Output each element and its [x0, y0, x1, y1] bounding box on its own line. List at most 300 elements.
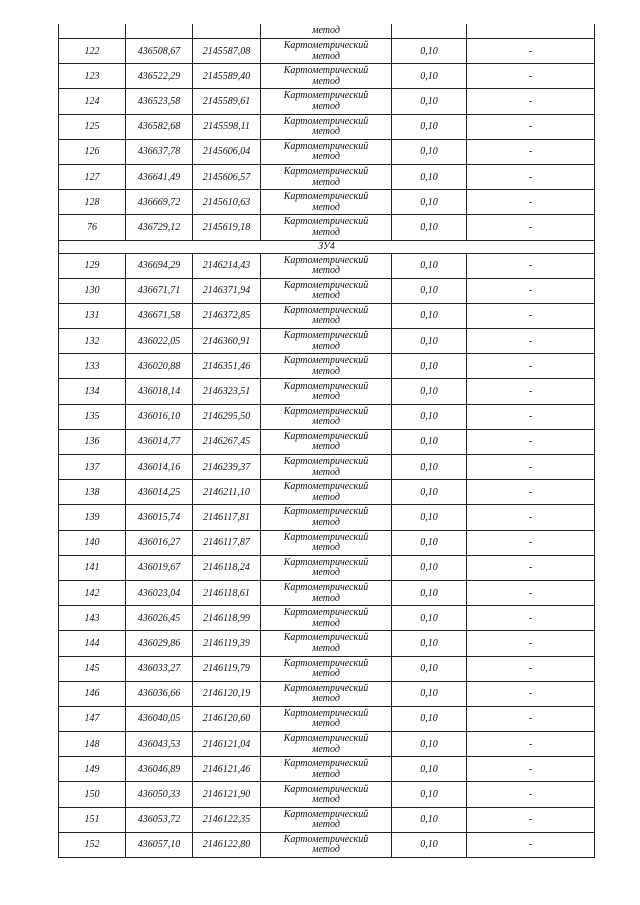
method-line2: метод: [312, 567, 340, 579]
method-line2: метод: [312, 466, 340, 478]
cell-description: -: [467, 732, 595, 757]
cell-point-number: 138: [59, 480, 126, 505]
method-line2: метод: [312, 668, 340, 680]
method-line1: Картометрический: [283, 481, 369, 493]
cell-y: 2146118,61: [193, 580, 261, 605]
table-row: [59, 505, 595, 530]
cell-description: -: [467, 530, 595, 555]
cell-method: [261, 832, 392, 857]
table-row: [59, 782, 595, 807]
method-line2: метод: [312, 693, 340, 705]
cell-accuracy: 0,10: [392, 114, 467, 139]
cell-point-number: 152: [59, 832, 126, 857]
cell-method: [261, 253, 392, 278]
cell-x: 436057,10: [126, 832, 193, 857]
cell-point-number: 143: [59, 606, 126, 631]
cell-accuracy: [392, 24, 467, 39]
method-line1: Картометрический: [283, 833, 369, 845]
cell-description: -: [467, 455, 595, 480]
method-line2: метод: [312, 642, 340, 654]
cell-description: -: [467, 303, 595, 328]
table-row: [59, 757, 595, 782]
cell-description: -: [467, 706, 595, 731]
method-line2: метод: [312, 819, 340, 831]
method-line2: метод: [312, 844, 340, 856]
cell-description: -: [467, 278, 595, 303]
cell-description: -: [467, 656, 595, 681]
cell-description: [467, 24, 595, 39]
method-line1: Картометрический: [283, 380, 369, 392]
cell-point-number: 128: [59, 190, 126, 215]
cell-description: -: [467, 757, 595, 782]
table-row: [59, 832, 595, 857]
method-line1: Картометрический: [283, 682, 369, 694]
cell-point-number: 150: [59, 782, 126, 807]
method-line1: Картометрический: [283, 191, 369, 203]
cell-x: 436729,12: [126, 215, 193, 240]
cell-description: -: [467, 807, 595, 832]
cell-description: -: [467, 505, 595, 530]
cell-y: 2146121,04: [193, 732, 261, 757]
cell-y: 2145589,61: [193, 89, 261, 114]
method-line2: метод: [312, 718, 340, 730]
cell-x: 436641,49: [126, 164, 193, 189]
cell-method: [261, 656, 392, 681]
section-label: ЗУ4: [59, 240, 595, 253]
cell-y: 2146214,43: [193, 253, 261, 278]
method-line1: Картометрический: [283, 556, 369, 568]
cell-point-number: 76: [59, 215, 126, 240]
table-row: [59, 706, 595, 731]
cell-accuracy: 0,10: [392, 832, 467, 857]
cell-point-number: 137: [59, 455, 126, 480]
cell-x: 436582,68: [126, 114, 193, 139]
cell-point-number: 148: [59, 732, 126, 757]
cell-accuracy: 0,10: [392, 656, 467, 681]
cell-description: -: [467, 39, 595, 64]
cell-description: -: [467, 631, 595, 656]
cell-y: 2145610,63: [193, 190, 261, 215]
cell-point-number: 124: [59, 89, 126, 114]
cell-accuracy: 0,10: [392, 190, 467, 215]
method-line1: Картометрический: [283, 355, 369, 367]
table-row: [59, 681, 595, 706]
table-row: [59, 164, 595, 189]
cell-method: [261, 429, 392, 454]
cell-method: [261, 89, 392, 114]
table-row-continuation: [59, 24, 595, 39]
cell-point-number: 149: [59, 757, 126, 782]
cell-accuracy: 0,10: [392, 455, 467, 480]
method-line1: Картометрический: [283, 632, 369, 644]
method-line1: Картометрический: [283, 808, 369, 820]
table-row: [59, 379, 595, 404]
table-row: [59, 480, 595, 505]
cell-x: 436014,16: [126, 455, 193, 480]
cell-y: 2146120,60: [193, 706, 261, 731]
cell-x: 436014,77: [126, 429, 193, 454]
method-line2: метод: [312, 592, 340, 604]
cell-accuracy: 0,10: [392, 606, 467, 631]
cell-point-number: 125: [59, 114, 126, 139]
cell-accuracy: 0,10: [392, 681, 467, 706]
cell-accuracy: 0,10: [392, 732, 467, 757]
cell-x: 436043,53: [126, 732, 193, 757]
cell-x: 436050,33: [126, 782, 193, 807]
cell-accuracy: 0,10: [392, 303, 467, 328]
method-line1: Картометрический: [283, 405, 369, 417]
cell-description: -: [467, 404, 595, 429]
cell-point-number: 126: [59, 139, 126, 164]
cell-y: 2146120,19: [193, 681, 261, 706]
cell-method: [261, 303, 392, 328]
cell-point-number: 151: [59, 807, 126, 832]
cell-accuracy: 0,10: [392, 329, 467, 354]
cell-y: 2146121,90: [193, 782, 261, 807]
method-line2: метод: [312, 75, 340, 87]
cell-x: 436671,58: [126, 303, 193, 328]
cell-x: 436014,25: [126, 480, 193, 505]
cell-accuracy: 0,10: [392, 631, 467, 656]
cell-method: [261, 278, 392, 303]
cell-y: 2145587,08: [193, 39, 261, 64]
cell-y: 2146323,51: [193, 379, 261, 404]
cell-accuracy: 0,10: [392, 215, 467, 240]
cell-accuracy: 0,10: [392, 807, 467, 832]
table-row: [59, 278, 595, 303]
table-row: [59, 139, 595, 164]
cell-point-number: 139: [59, 505, 126, 530]
table-row: [59, 39, 595, 64]
cell-method: [261, 631, 392, 656]
cell-method: [261, 24, 392, 39]
cell-method: [261, 757, 392, 782]
cell-x: 436046,89: [126, 757, 193, 782]
cell-x: [126, 24, 193, 39]
cell-y: 2146119,39: [193, 631, 261, 656]
cell-point-number: 132: [59, 329, 126, 354]
cell-y: 2146360,91: [193, 329, 261, 354]
method-line1: Картометрический: [283, 707, 369, 719]
cell-accuracy: 0,10: [392, 782, 467, 807]
cell-method: [261, 530, 392, 555]
cell-x: 436022,05: [126, 329, 193, 354]
cell-point-number: 146: [59, 681, 126, 706]
method-line1: Картометрический: [283, 115, 369, 127]
cell-x: 436019,67: [126, 555, 193, 580]
cell-y: 2145619,18: [193, 215, 261, 240]
table-row: [59, 329, 595, 354]
cell-method: [261, 164, 392, 189]
method-line2: метод: [312, 340, 340, 352]
cell-point-number: 133: [59, 354, 126, 379]
method-line1: Картометрический: [283, 279, 369, 291]
cell-method: [261, 782, 392, 807]
method-line1: Картометрический: [283, 607, 369, 619]
cell-y: 2145598,11: [193, 114, 261, 139]
cell-accuracy: 0,10: [392, 429, 467, 454]
method-line2: метод: [312, 50, 340, 62]
cell-accuracy: 0,10: [392, 89, 467, 114]
cell-description: -: [467, 215, 595, 240]
cell-accuracy: 0,10: [392, 480, 467, 505]
cell-point-number: 134: [59, 379, 126, 404]
method-line1: Картометрический: [283, 456, 369, 468]
section-row: [59, 240, 595, 253]
method-line1: Картометрический: [283, 65, 369, 77]
cell-x: 436033,27: [126, 656, 193, 681]
cell-y: 2146371,94: [193, 278, 261, 303]
cell-point-number: 130: [59, 278, 126, 303]
method-line1: Картометрический: [283, 657, 369, 669]
method-line2: метод: [312, 365, 340, 377]
cell-description: -: [467, 329, 595, 354]
table-row: [59, 190, 595, 215]
method-line2: метод: [312, 617, 340, 629]
table-row: [59, 530, 595, 555]
cell-y: 2146239,37: [193, 455, 261, 480]
cell-x: 436015,74: [126, 505, 193, 530]
cell-point-number: 122: [59, 39, 126, 64]
cell-x: 436018,14: [126, 379, 193, 404]
cell-method: [261, 190, 392, 215]
cell-y: 2146211,10: [193, 480, 261, 505]
method-line1: Картометрический: [283, 166, 369, 178]
cell-method: [261, 39, 392, 64]
cell-x: 436040,05: [126, 706, 193, 731]
cell-accuracy: 0,10: [392, 757, 467, 782]
cell-method: [261, 329, 392, 354]
cell-description: -: [467, 64, 595, 89]
cell-description: -: [467, 139, 595, 164]
table-row: [59, 303, 595, 328]
cell-method: [261, 354, 392, 379]
method-line1: Картометрический: [283, 216, 369, 228]
cell-method: [261, 404, 392, 429]
table-row: [59, 555, 595, 580]
cell-x: 436053,72: [126, 807, 193, 832]
cell-accuracy: 0,10: [392, 164, 467, 189]
cell-x: 436671,71: [126, 278, 193, 303]
method-line2: метод: [312, 290, 340, 302]
method-line1: Картометрический: [283, 330, 369, 342]
cell-method: [261, 480, 392, 505]
table-row: [59, 732, 595, 757]
cell-description: -: [467, 114, 595, 139]
method-line1: Картометрический: [283, 90, 369, 102]
cell-point-number: 136: [59, 429, 126, 454]
cell-x: 436026,45: [126, 606, 193, 631]
cell-x: 436508,67: [126, 39, 193, 64]
method-line1: Картометрический: [283, 140, 369, 152]
cell-x: 436669,72: [126, 190, 193, 215]
table-row: [59, 606, 595, 631]
method-line2: метод: [312, 315, 340, 327]
cell-accuracy: 0,10: [392, 379, 467, 404]
cell-point-number: [59, 24, 126, 39]
cell-y: 2146122,35: [193, 807, 261, 832]
table-row: [59, 89, 595, 114]
method-line2: метод: [312, 151, 340, 163]
cell-y: 2146119,79: [193, 656, 261, 681]
cell-description: -: [467, 429, 595, 454]
cell-method: [261, 139, 392, 164]
cell-x: 436020,88: [126, 354, 193, 379]
table-row: [59, 656, 595, 681]
cell-method: [261, 114, 392, 139]
cell-method: [261, 215, 392, 240]
cell-y: 2146118,24: [193, 555, 261, 580]
cell-accuracy: 0,10: [392, 253, 467, 278]
cell-accuracy: 0,10: [392, 139, 467, 164]
cell-method: [261, 681, 392, 706]
cell-point-number: 131: [59, 303, 126, 328]
cell-y: 2145606,04: [193, 139, 261, 164]
cell-x: 436016,27: [126, 530, 193, 555]
cell-accuracy: 0,10: [392, 404, 467, 429]
cell-description: -: [467, 606, 595, 631]
method-line1: Картометрический: [283, 758, 369, 770]
cell-description: -: [467, 253, 595, 278]
method-tail: метод: [312, 25, 340, 37]
method-line2: метод: [312, 491, 340, 503]
cell-method: [261, 455, 392, 480]
table-row: [59, 64, 595, 89]
cell-description: -: [467, 580, 595, 605]
cell-x: 436522,29: [126, 64, 193, 89]
cell-x: 436694,29: [126, 253, 193, 278]
coordinates-table-body: [59, 24, 595, 858]
method-line1: Картометрический: [283, 506, 369, 518]
cell-y: 2146117,81: [193, 505, 261, 530]
cell-method: [261, 580, 392, 605]
cell-point-number: 127: [59, 164, 126, 189]
table-row: [59, 114, 595, 139]
table-row: [59, 404, 595, 429]
cell-method: [261, 64, 392, 89]
method-line2: метод: [312, 126, 340, 138]
cell-description: -: [467, 164, 595, 189]
method-line1: Картометрический: [283, 430, 369, 442]
cell-accuracy: 0,10: [392, 505, 467, 530]
table-row: [59, 215, 595, 240]
cell-method: [261, 379, 392, 404]
method-line1: Картометрический: [283, 531, 369, 543]
cell-point-number: 142: [59, 580, 126, 605]
cell-x: 436016,10: [126, 404, 193, 429]
cell-description: -: [467, 555, 595, 580]
method-line2: метод: [312, 542, 340, 554]
cell-method: [261, 706, 392, 731]
cell-y: 2145589,40: [193, 64, 261, 89]
cell-description: -: [467, 379, 595, 404]
method-line2: метод: [312, 176, 340, 188]
method-line1: Картометрический: [283, 733, 369, 745]
cell-y: [193, 24, 261, 39]
cell-y: 2146118,99: [193, 606, 261, 631]
cell-accuracy: 0,10: [392, 64, 467, 89]
method-line2: метод: [312, 794, 340, 806]
cell-accuracy: 0,10: [392, 39, 467, 64]
cell-point-number: 141: [59, 555, 126, 580]
cell-accuracy: 0,10: [392, 580, 467, 605]
method-line2: метод: [312, 768, 340, 780]
table-row: [59, 354, 595, 379]
method-line2: метод: [312, 391, 340, 403]
cell-description: -: [467, 89, 595, 114]
cell-point-number: 135: [59, 404, 126, 429]
method-line1: Картометрический: [283, 783, 369, 795]
method-line1: Картометрический: [283, 254, 369, 266]
cell-accuracy: 0,10: [392, 530, 467, 555]
cell-point-number: 123: [59, 64, 126, 89]
method-line1: Картометрический: [283, 582, 369, 594]
cell-y: 2145606,57: [193, 164, 261, 189]
cell-method: [261, 732, 392, 757]
cell-y: 2146121,46: [193, 757, 261, 782]
cell-accuracy: 0,10: [392, 706, 467, 731]
cell-y: 2146295,50: [193, 404, 261, 429]
cell-x: 436023,04: [126, 580, 193, 605]
cell-description: -: [467, 480, 595, 505]
table-row: [59, 429, 595, 454]
cell-accuracy: 0,10: [392, 555, 467, 580]
table-row: [59, 631, 595, 656]
cell-description: -: [467, 782, 595, 807]
method-line1: Картометрический: [283, 40, 369, 52]
table-row: [59, 455, 595, 480]
cell-description: -: [467, 190, 595, 215]
cell-method: [261, 555, 392, 580]
method-line2: метод: [312, 100, 340, 112]
table-row: [59, 580, 595, 605]
cell-y: 2146122,80: [193, 832, 261, 857]
cell-point-number: 129: [59, 253, 126, 278]
cell-description: -: [467, 832, 595, 857]
method-line2: метод: [312, 441, 340, 453]
method-line2: метод: [312, 265, 340, 277]
cell-x: 436523,58: [126, 89, 193, 114]
cell-x: 436637,78: [126, 139, 193, 164]
cell-point-number: 145: [59, 656, 126, 681]
table-row: [59, 807, 595, 832]
cell-method: [261, 807, 392, 832]
cell-point-number: 144: [59, 631, 126, 656]
method-line2: метод: [312, 201, 340, 213]
method-line2: метод: [312, 743, 340, 755]
method-line2: метод: [312, 226, 340, 238]
cell-x: 436029,86: [126, 631, 193, 656]
cell-point-number: 140: [59, 530, 126, 555]
coordinates-table: [58, 24, 595, 858]
method-line2: метод: [312, 416, 340, 428]
cell-y: 2146117,87: [193, 530, 261, 555]
table-row: [59, 253, 595, 278]
cell-x: 436036,66: [126, 681, 193, 706]
cell-y: 2146351,46: [193, 354, 261, 379]
cell-y: 2146372,85: [193, 303, 261, 328]
cell-method: [261, 606, 392, 631]
cell-description: -: [467, 681, 595, 706]
method-line2: метод: [312, 516, 340, 528]
cell-description: -: [467, 354, 595, 379]
cell-point-number: 147: [59, 706, 126, 731]
method-line1: Картометрический: [283, 304, 369, 316]
cell-method: [261, 505, 392, 530]
cell-accuracy: 0,10: [392, 278, 467, 303]
cell-accuracy: 0,10: [392, 354, 467, 379]
cell-y: 2146267,45: [193, 429, 261, 454]
